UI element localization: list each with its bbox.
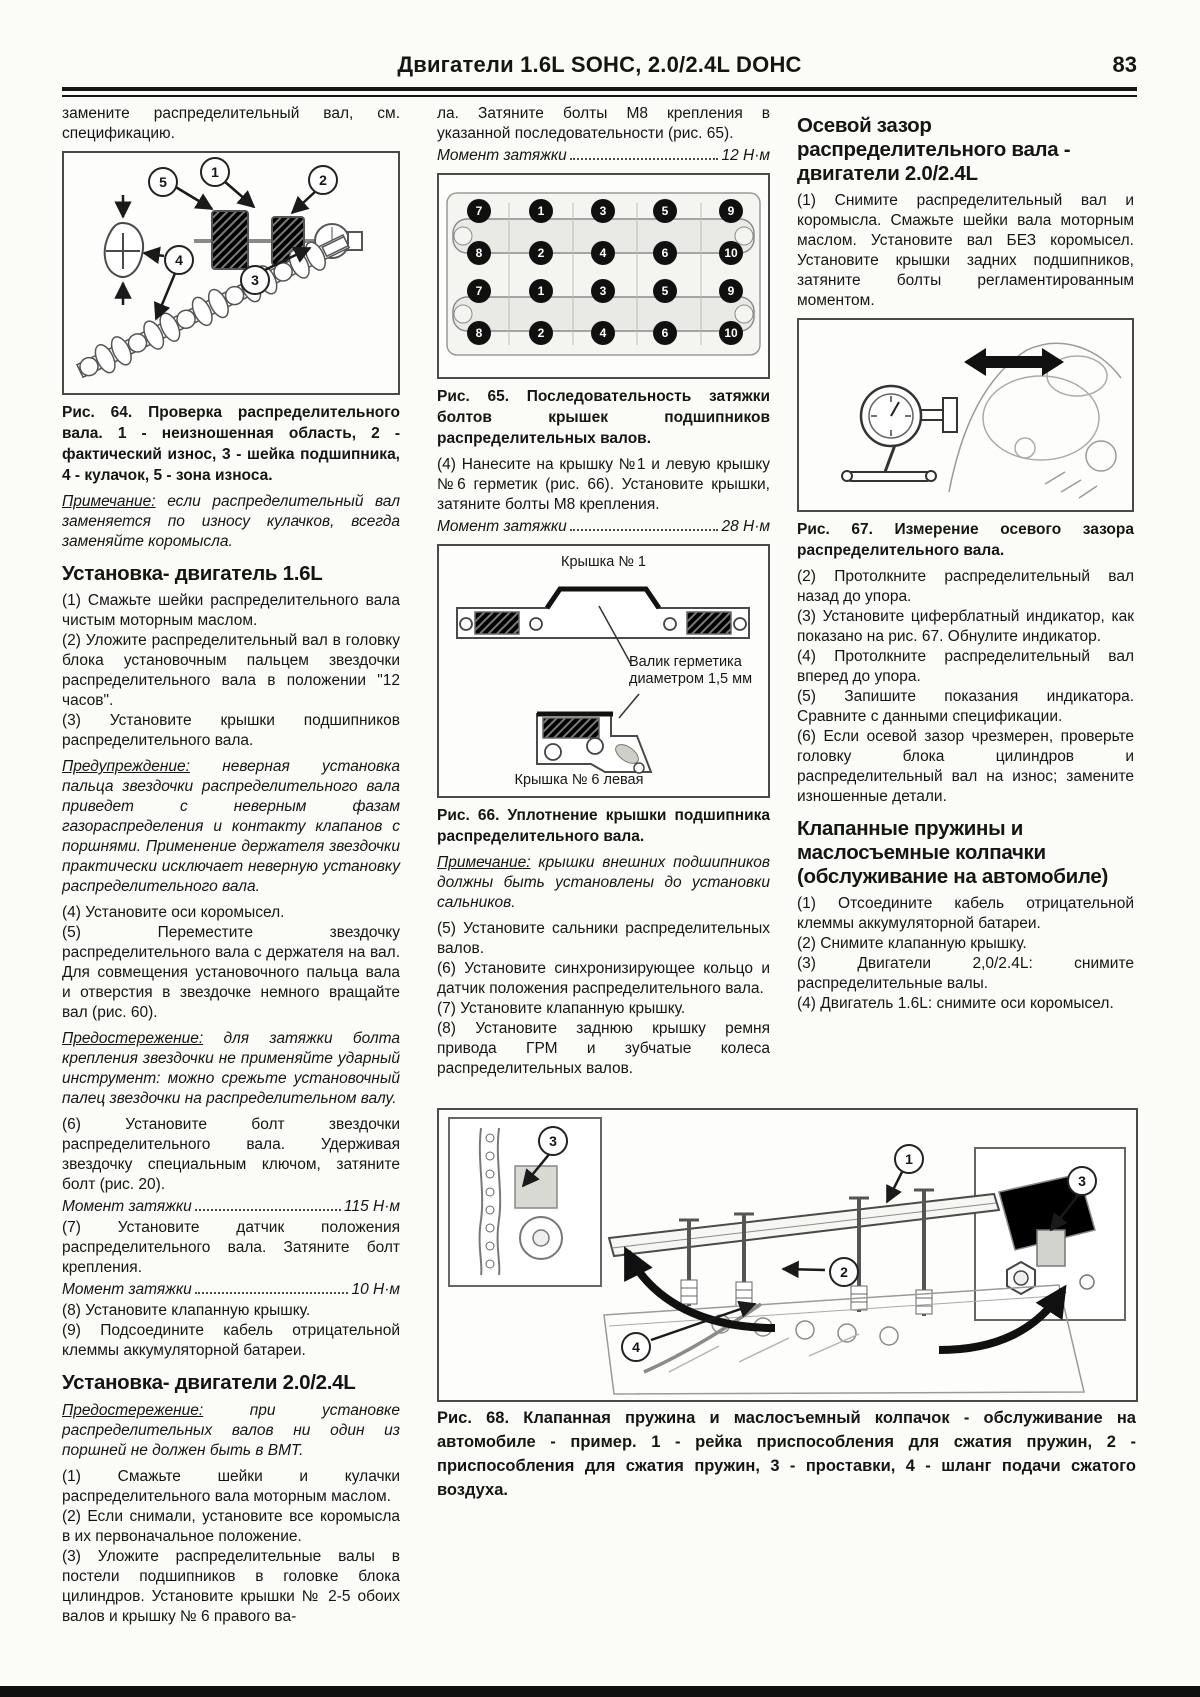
bolt-number: 5 [653,279,677,303]
note-label: Примечание: [62,493,156,510]
bolt-number: 8 [467,241,491,265]
fig66-caption: Рис. 66. Уплотнение крышки подшипника распределительного вала. [437,807,770,845]
fig68-callout-3-left: 3 [538,1126,568,1156]
torque-label: Момент затяжки [62,1281,192,1298]
step: (1) Смажьте шейки распределительного вала чистым моторным маслом. [62,592,400,629]
step: (3) Установите крышки подшипников распределительного вала. [62,712,400,749]
fig64-camshaft-drawing [64,153,394,389]
fig65-caption: Рис. 65. Последовательность затяжки болтов крышек подшипников распределительных валов. [437,388,770,447]
figure-65 [437,173,770,379]
fig68-callout-1: 1 [894,1144,924,1174]
step: (7) Установите датчик положения распределительного вала. Затяните болт крепления. [62,1219,400,1276]
fig64-callout-1: 1 [200,157,230,187]
step: (4) Нанесите на крышку №1 и левую крышку №6 герметик (рис. 66). Установите крышки, затяните болты М8 крепления. [437,456,770,513]
warning-text: неверная установка пальца звездочки распределительного вала приведет с неверным фазам газораспределения и контакту клапанов с поршнями. Применение держателя звездочки практически исключает неверную установку распределительного вала. [62,758,400,895]
figure-66 [437,544,770,798]
bolt-number: 6 [653,241,677,265]
torque-spec [437,516,770,537]
page-number: 83 [1112,52,1137,77]
fig67-dial-indicator-drawing [799,320,1132,506]
middle-intro-paragraph: ла. Затяните болты М8 крепления в указанной последовательности (рис. 65). [437,105,770,142]
right-column [797,104,1134,1014]
section-title-valve-springs: Клапанные пружины и маслосъемные колпачки (обслуживание на автомобиле) [797,817,1108,888]
bolt-number: 5 [653,199,677,223]
dot-leader [570,158,719,160]
step: (3) Уложите распределительные валы в постели подшипников в головке блока цилиндров. Установите крышки № 2-5 обоих валов и крышку № 6 правого ва- [62,1548,400,1625]
left-intro-paragraph: замените распределительный вал, см. спецификацию. [62,105,400,142]
step: (6) Установите синхронизирующее кольцо и датчик положения распределительного вала. [437,960,770,997]
section-title-axial-clearance: Осевой зазор распределительного вала - двигатели 2.0/2.4L [797,114,1071,185]
torque-spec [437,145,770,166]
middle-column [437,104,770,1079]
torque-value: 28 Н·м [721,518,770,535]
torque-label: Момент затяжки [437,518,567,535]
figure-64 [62,151,400,395]
step: (1) Снимите распределительный вал и коромысла. Смажьте шейки вала моторным маслом. Установите вал БЕЗ коромысел. Установите крышки задних подшипников, затяните болты регламентированным моментом. [797,192,1134,309]
torque-label: Момент затяжки [437,147,567,164]
step: (7) Установите клапанную крышку. [437,1000,686,1017]
fig64-callout-3: 3 [240,265,270,295]
bolt-number: 1 [529,279,553,303]
bolt-number: 6 [653,321,677,345]
dot-leader [570,529,719,531]
step: (2) Снимите клапанную крышку. [797,935,1027,952]
fig66-label-cap6: Крышка № 6 левая [514,772,644,788]
step: (3) Двигатели 2,0/2.4L: снимите распределительные валы. [797,955,1134,992]
bolt-number: 3 [591,279,615,303]
step: (5) Запишите показания индикатора. Сравните с данными спецификации. [797,688,1134,725]
fig64-callout-4: 4 [164,245,194,275]
bolt-number: 3 [591,199,615,223]
bolt-number: 8 [467,321,491,345]
step: (2) Уложите распределительный вал в головку блока установочным пальцем звездочки распределительного вала в положении "12 часов". [62,632,400,709]
fig67-caption: Рис. 67. Измерение осевого зазора распределительного вала. [797,521,1134,559]
caution-label: Предостережение: [62,1402,204,1419]
bolt-number: 9 [719,199,743,223]
fig64-callout-2: 2 [308,165,338,195]
step: (5) Переместите звездочку распределительного вала с держателя на вал. Для совмещения установочного пальца вала и отверстия в звездочке немного вращайте вал (рис. 60). [62,924,400,1021]
step: (8) Установите клапанную крышку. [62,1302,311,1319]
step: (5) Установите сальники распределительных валов. [437,920,770,957]
bolt-number: 4 [591,321,615,345]
bolt-number: 2 [529,321,553,345]
bolt-number: 7 [467,279,491,303]
note-text: если распределительный вал заменяется по износу кулачков, всегда заменяйте коромысла. [62,493,400,550]
step: (9) Подсоедините кабель отрицательной клеммы аккумуляторной батареи. [62,1322,400,1359]
step: (3) Установите циферблатный индикатор, как показано на рис. 67. Обнулите индикатор. [797,608,1134,645]
fig68-callout-4: 4 [621,1332,651,1362]
note-camshaft [62,492,400,552]
section-title-install-16: Установка- двигатель 1.6L [62,562,323,585]
section-title-install-2024: Установка- двигатели 2.0/2.4L [62,1371,356,1394]
warning-label: Предупреждение: [62,758,190,775]
page-header-title: Двигатели 1.6L SOHC, 2.0/2.4L DOHC [397,52,802,77]
caution-text: для затяжки болта крепления звездочки не применяйте ударный инструмент: можно срежьте установочный палец звездочки на распределительном валу. [62,1030,400,1107]
step: (6) Если осевой зазор чрезмерен, проверьте головку блока цилиндров и распределительный вал на износ; замените изношенные детали. [797,728,1134,805]
header-rule [62,87,1137,91]
step: (6) Установите болт звездочки распределительного вала. Удерживая звездочку специальным ключом, затяните болт (рис. 20). [62,1116,400,1193]
step: (4) Установите оси коромысел. [62,904,285,921]
torque-value: 115 Н·м [344,1198,400,1215]
step: (2) Если снимали, установите все коромысла в их первоначальное положение. [62,1508,400,1545]
bolt-number: 1 [529,199,553,223]
caution [62,1401,400,1461]
step: (1) Смажьте шейки и кулачки распределительного вала моторным маслом. [62,1468,400,1505]
step: (8) Установите заднюю крышку ремня привода ГРМ и зубчатые колеса распределительных валов. [437,1020,770,1077]
bolt-number: 10 [719,241,743,265]
caution-text: при установке распределительных валов ни один из поршней не должен быть в ВМТ. [62,1402,400,1459]
torque-spec [62,1196,400,1217]
caution-label: Предостережение: [62,1030,204,1047]
torque-label: Момент затяжки [62,1198,192,1215]
bolt-number: 7 [467,199,491,223]
step: (4) Двигатель 1.6L: снимите оси коромысел. [797,995,1114,1012]
torque-spec [62,1279,400,1300]
bolt-number: 10 [719,321,743,345]
bolt-number: 4 [591,241,615,265]
bolt-number: 9 [719,279,743,303]
fig64-caption: Рис. 64. Проверка распределительного вала. 1 - неизношенная область, 2 - фактический износ, 3 - шейка подшипника, 4 - кулачок, 5 - зона износа. [62,404,400,484]
note-caps [437,853,770,913]
dot-leader [195,1292,349,1294]
note-label: Примечание: [437,854,531,871]
caution [62,1029,400,1109]
step: (2) Протолкните распределительный вал назад до упора. [797,568,1134,605]
left-column [62,104,400,1627]
step: (4) Протолкните распределительный вал вперед до упора. [797,648,1134,685]
figure-67 [797,318,1134,512]
scan-bottom-bar [0,1686,1200,1697]
figure-68 [437,1108,1138,1402]
note-text: крышки внешних подшипников должны быть установлены до установки сальников. [437,854,770,911]
fig66-label-cap1: Крышка № 1 [561,554,646,570]
fig64-callout-5: 5 [148,167,178,197]
torque-value: 10 Н·м [351,1281,400,1298]
fig68-callout-2: 2 [829,1257,859,1287]
fig68-callout-3-right: 3 [1067,1166,1097,1196]
dot-leader [195,1209,341,1211]
bolt-number: 2 [529,241,553,265]
fig68-caption: Рис. 68. Клапанная пружина и маслосъемный колпачок - обслуживание на автомобиле - пример. 1 - рейка приспособления для сжатия пружин, 2 - приспособления для сжатия пружин, 3 - проставки, 4 - шланг подачи сжатого воздуха. [437,1409,1136,1499]
header-rule-thin [62,95,1137,97]
fig66-label-sealant-bead: Валик герметика диаметром 1,5 мм [629,654,753,687]
step: (1) Отсоедините кабель отрицательной клеммы аккумуляторной батареи. [797,895,1134,932]
torque-value: 12 Н·м [721,147,770,164]
warning [62,757,400,897]
